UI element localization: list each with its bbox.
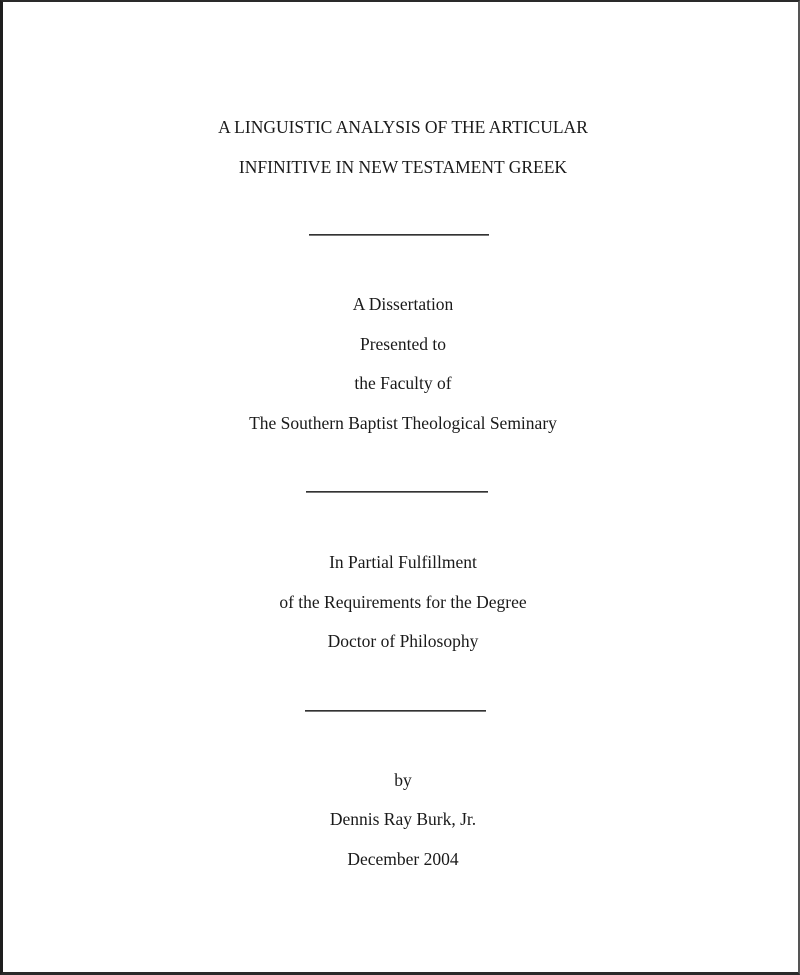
author-name: Dennis Ray Burk, Jr. [329, 809, 477, 829]
by-line: by [394, 770, 412, 790]
separator-rule-1 [309, 234, 489, 236]
presentation-line-3: the Faculty of [354, 373, 452, 393]
separator-rule-2 [306, 491, 488, 493]
presentation-line-1: A Dissertation [352, 294, 454, 314]
presentation-line-2: Presented to [359, 334, 447, 354]
date-line: December 2004 [347, 849, 459, 869]
title-line-1: A LINGUISTIC ANALYSIS OF THE ARTICULAR [218, 117, 588, 137]
fulfillment-line-1: In Partial Fulfillment [329, 552, 477, 572]
degree-name: Doctor of Philosophy [327, 631, 479, 651]
institution-name: The Southern Baptist Theological Seminary [249, 413, 557, 433]
separator-rule-3 [305, 710, 486, 712]
title-line-2: INFINITIVE IN NEW TESTAMENT GREEK [238, 157, 568, 177]
fulfillment-line-2: of the Requirements for the Degree [279, 592, 527, 612]
